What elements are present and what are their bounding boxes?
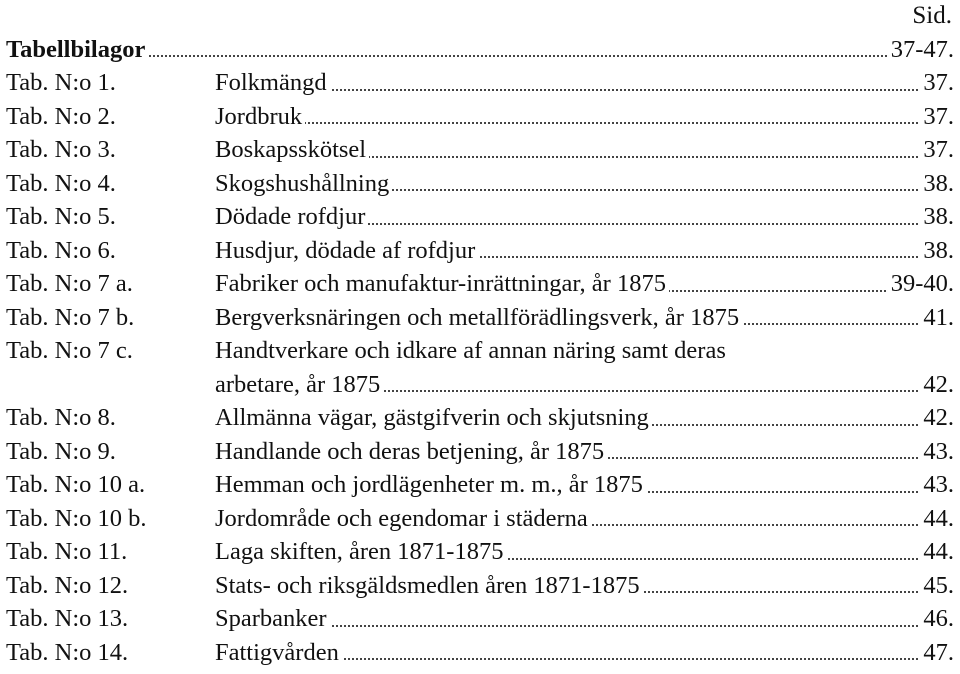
entry-title: Fattigvården xyxy=(215,636,342,670)
tab-label: Tab. N:o 5. xyxy=(6,203,116,230)
page-number: 37. xyxy=(920,133,954,167)
tab-label: Tab. N:o 6. xyxy=(6,236,116,264)
page-number: 42. xyxy=(920,401,954,435)
toc-row xyxy=(6,502,954,536)
entry-title: Sparbanker xyxy=(215,602,330,636)
toc-row xyxy=(6,267,954,301)
toc-row xyxy=(6,535,954,569)
tab-label: Tab. N:o 2. xyxy=(6,102,116,130)
entry-title: Bergverksnäringen och metallförädlingsverk, år 1875 xyxy=(215,301,742,335)
page-column-header: Sid. xyxy=(912,2,952,29)
toc-row xyxy=(6,569,954,603)
tab-label: Tab. N:o 13. xyxy=(6,605,129,632)
toc-entry xyxy=(215,435,954,469)
toc-row xyxy=(6,435,954,469)
page-number: 38. xyxy=(920,200,954,234)
toc-row xyxy=(6,100,954,134)
page-number: 38. xyxy=(920,167,954,201)
page-number: 44. xyxy=(920,535,954,569)
entry-title: Jordbruk xyxy=(215,100,305,134)
page-number: 47. xyxy=(920,636,954,670)
toc-row xyxy=(6,133,954,167)
toc-heading-row xyxy=(6,33,954,66)
page-number: 39-40. xyxy=(888,267,954,301)
tab-label: Tab. N:o 8. xyxy=(6,404,116,431)
page-number: 43. xyxy=(920,468,954,502)
toc-row xyxy=(6,468,954,502)
toc-entry xyxy=(215,401,954,435)
entry-title: Skogshushållning xyxy=(215,167,392,201)
tab-label: Tab. N:o 10 a. xyxy=(6,471,146,498)
entry-title: Laga skiften, åren 1871-1875 xyxy=(215,535,506,569)
entry-title: Fabriker och manufaktur-inrättningar, år 1875 xyxy=(215,267,669,301)
page-number: 41. xyxy=(920,301,954,335)
entry-title: Handlande och deras betjening, år 1875 xyxy=(215,435,607,469)
tab-label: Tab. N:o 9. xyxy=(6,437,116,465)
page-number: 37-47. xyxy=(888,33,954,66)
toc-entry xyxy=(215,535,954,569)
tab-label: Tab. N:o 10 b. xyxy=(6,504,147,532)
page-number: 37. xyxy=(920,100,954,134)
entry-title-continuation: arbetare, år 1875 xyxy=(215,368,383,402)
toc-entry xyxy=(215,468,954,502)
toc-row xyxy=(6,602,954,636)
toc-entry xyxy=(215,167,954,201)
page-number: 44. xyxy=(920,502,954,536)
toc-row xyxy=(6,401,954,435)
dot-leader xyxy=(6,55,954,57)
toc-entry xyxy=(215,200,954,234)
entry-title: Allmänna vägar, gästgifverin och skjutsning xyxy=(215,401,652,435)
tab-label: Tab. N:o 4. xyxy=(6,169,116,197)
page-number: 45. xyxy=(920,569,954,603)
toc-row xyxy=(6,234,954,268)
entry-title: Stats- och riksgäldsmedlen åren 1871-1875 xyxy=(215,569,643,603)
toc-entry xyxy=(215,368,954,402)
entry-title: Boskapsskötsel xyxy=(215,133,369,167)
toc-entry xyxy=(215,569,954,603)
page-number: 38. xyxy=(920,234,954,268)
toc-entry xyxy=(215,502,954,536)
toc-entry xyxy=(215,234,954,268)
entry-title: Hemman och jordlägenheter m. m., år 1875 xyxy=(215,468,646,502)
toc-entry xyxy=(215,636,954,670)
entry-title: Dödade rofdjur xyxy=(215,200,368,234)
tab-label: Tab. N:o 12. xyxy=(6,571,129,599)
toc-row-continuation xyxy=(6,368,954,402)
entry-title: Handtverkare och idkare af annan näring samt deras xyxy=(215,337,726,364)
toc-heading-entry xyxy=(6,33,954,66)
entry-title: Jordområde och egendomar i städerna xyxy=(215,502,591,536)
tab-label: Tab. N:o 14. xyxy=(6,638,129,666)
toc-entry xyxy=(215,301,954,335)
page-number: 37. xyxy=(920,66,954,100)
tab-label: Tab. N:o 7 a. xyxy=(6,270,133,297)
toc-row xyxy=(6,200,954,234)
tab-label: Tab. N:o 7 b. xyxy=(6,303,135,331)
toc-entry xyxy=(215,133,954,167)
toc-row xyxy=(6,167,954,201)
tab-label: Tab. N:o 1. xyxy=(6,69,116,96)
tab-label: Tab. N:o 3. xyxy=(6,136,116,163)
toc-entry xyxy=(215,602,954,636)
section-heading: Tabellbilagor xyxy=(6,33,147,66)
toc-row xyxy=(6,301,954,335)
toc-row xyxy=(6,66,954,100)
tab-label: Tab. N:o 11. xyxy=(6,538,128,565)
page-number: 46. xyxy=(920,602,954,636)
page-number: 42. xyxy=(920,368,954,402)
table-of-contents xyxy=(6,33,954,669)
toc-row xyxy=(6,636,954,670)
entry-title: Folkmängd xyxy=(215,66,330,100)
tab-label: Tab. N:o 7 c. xyxy=(6,337,133,364)
toc-entry xyxy=(215,267,954,301)
toc-entry-first-line xyxy=(215,334,954,368)
toc-row xyxy=(6,334,954,368)
toc-entry xyxy=(215,100,954,134)
toc-entry xyxy=(215,66,954,100)
page-number: 43. xyxy=(920,435,954,469)
entry-title: Husdjur, dödade af rofdjur xyxy=(215,234,478,268)
dot-leader xyxy=(215,122,954,124)
